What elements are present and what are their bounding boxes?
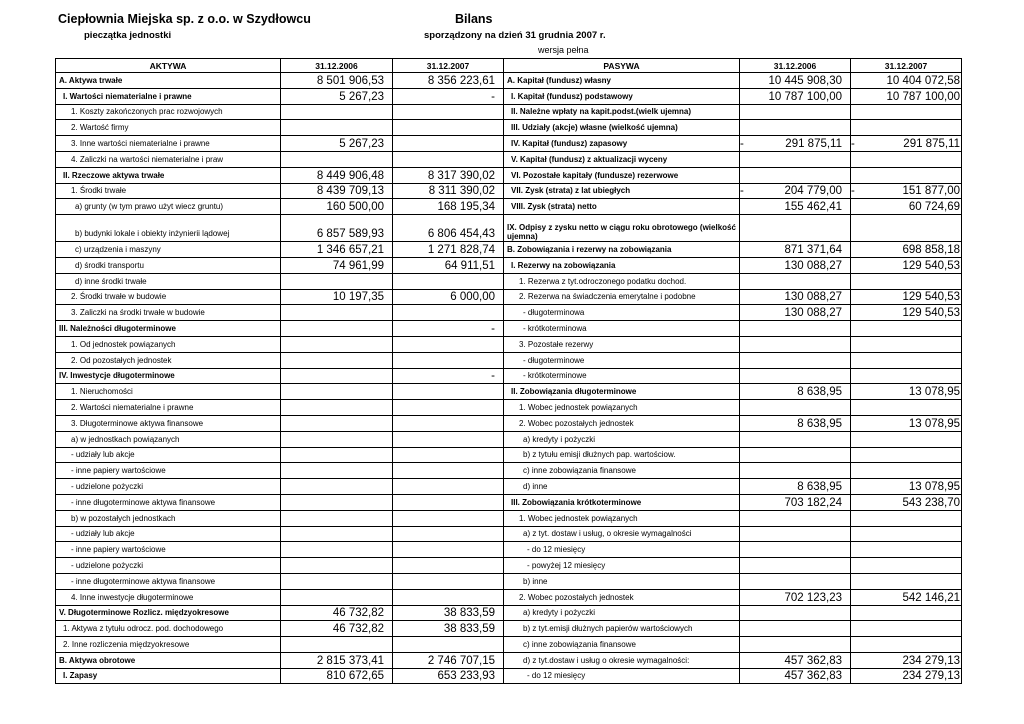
liability-2007-value: 129 540,53 — [851, 257, 962, 273]
asset-label: c) urządzenia i maszyny — [56, 242, 281, 258]
asset-2007-value — [393, 415, 504, 431]
asset-2007-value — [393, 336, 504, 352]
liability-2007-value: 129 540,53 — [851, 289, 962, 305]
liability-2006-value: 130 088,27 — [740, 257, 851, 273]
table-row — [56, 637, 962, 653]
table-row — [56, 151, 962, 167]
col-header-liabilities-2007: 31.12.2007 — [851, 59, 962, 73]
minus-sign: - — [740, 137, 744, 150]
asset-2006-value — [281, 384, 393, 400]
table-row — [56, 400, 962, 416]
liability-2007-value — [851, 573, 962, 589]
asset-2007-value: 653 233,93 — [393, 668, 504, 684]
asset-2006-value: 46 732,82 — [281, 621, 393, 637]
liability-2007-value: 234 279,13 — [851, 668, 962, 684]
liability-2007-value — [851, 167, 962, 183]
liability-label: - długoterminowe — [504, 352, 740, 368]
liability-2006-value — [740, 621, 851, 637]
asset-2006-value: 10 197,35 — [281, 289, 393, 305]
liability-2007-value: 13 078,95 — [851, 384, 962, 400]
liability-2006-value — [740, 151, 851, 167]
liability-2006-value — [740, 352, 851, 368]
liability-label: - powyżej 12 miesięcy — [504, 558, 740, 574]
liability-2006-value: 130 088,27 — [740, 305, 851, 321]
asset-2007-value: 1 271 828,74 — [393, 242, 504, 258]
asset-2007-value — [393, 494, 504, 510]
liability-2006-value: 8 638,95 — [740, 415, 851, 431]
liability-2007-value — [851, 151, 962, 167]
asset-2006-value: 160 500,00 — [281, 199, 393, 215]
liability-label: c) inne zobowiązania finansowe — [504, 463, 740, 479]
liability-2006-value — [740, 463, 851, 479]
asset-2007-value: 6 000,00 — [393, 289, 504, 305]
liability-2006-value: 702 123,23 — [740, 589, 851, 605]
liability-2006-value: 155 462,41 — [740, 199, 851, 215]
asset-2006-value — [281, 120, 393, 136]
asset-label: d) inne środki trwałe — [56, 273, 281, 289]
asset-2007-value — [393, 136, 504, 152]
asset-2007-value — [393, 463, 504, 479]
asset-2006-value: 8 439 709,13 — [281, 183, 393, 199]
table-row — [56, 510, 962, 526]
asset-label: 1. Od jednostek powiązanych — [56, 336, 281, 352]
liability-label: b) inne — [504, 573, 740, 589]
liability-2006-value: 8 638,95 — [740, 384, 851, 400]
liability-label: - do 12 miesięcy — [504, 542, 740, 558]
asset-2006-value: 1 346 657,21 — [281, 242, 393, 258]
liability-2006-value — [740, 215, 851, 242]
liability-2007-value — [851, 400, 962, 416]
liability-2006-value: 703 182,24 — [740, 494, 851, 510]
liability-2006-value — [740, 167, 851, 183]
liability-2007-value — [851, 637, 962, 653]
asset-2007-value: 8 311 390,02 — [393, 183, 504, 199]
table-row — [56, 336, 962, 352]
asset-2007-value: 2 746 707,15 — [393, 652, 504, 668]
asset-2006-value — [281, 573, 393, 589]
liability-2007-value — [851, 605, 962, 621]
liability-2006-value: 10 787 100,00 — [740, 88, 851, 104]
liability-label: 1. Rezerwa z tyt.odroczonego podatku dochod. — [504, 273, 740, 289]
table-row — [56, 652, 962, 668]
liability-2007-value — [851, 526, 962, 542]
table-row — [56, 494, 962, 510]
table-row — [56, 73, 962, 89]
liability-label: A. Kapitał (fundusz) własny — [504, 73, 740, 89]
asset-label: 4. Zaliczki na wartości niematerialne i praw — [56, 151, 281, 167]
liability-label: 2. Rezerwa na świadczenia emerytalne i podobne — [504, 289, 740, 305]
liability-2007-value — [851, 368, 962, 384]
asset-label: - udzielone pożyczki — [56, 558, 281, 574]
table-row — [56, 199, 962, 215]
asset-label: 2. Od pozostałych jednostek — [56, 352, 281, 368]
liability-2006-value: 871 371,64 — [740, 242, 851, 258]
table-row — [56, 605, 962, 621]
liability-2006-value: 130 088,27 — [740, 289, 851, 305]
table-row — [56, 384, 962, 400]
table-row — [56, 104, 962, 120]
liability-2007-value: 13 078,95 — [851, 479, 962, 495]
liability-2006-value: 8 638,95 — [740, 479, 851, 495]
asset-2007-value — [393, 573, 504, 589]
asset-2006-value — [281, 510, 393, 526]
table-row — [56, 542, 962, 558]
liability-2007-value — [851, 463, 962, 479]
liability-2006-value — [740, 120, 851, 136]
liability-2006-value — [740, 136, 851, 152]
liability-label: - długoterminowa — [504, 305, 740, 321]
asset-label: 2. Środki trwałe w budowie — [56, 289, 281, 305]
table-row — [56, 526, 962, 542]
asset-2007-value — [393, 447, 504, 463]
asset-2006-value — [281, 479, 393, 495]
table-row — [56, 352, 962, 368]
liability-2006-value — [740, 637, 851, 653]
table-row — [56, 431, 962, 447]
asset-2007-value — [393, 104, 504, 120]
liability-label: 2. Wobec pozostałych jednostek — [504, 589, 740, 605]
table-row — [56, 558, 962, 574]
asset-label: 2. Wartości niematerialne i prawne — [56, 400, 281, 416]
liability-2007-value — [851, 273, 962, 289]
liability-label: II. Zobowiązania długoterminowe — [504, 384, 740, 400]
asset-label: A. Aktywa trwałe — [56, 73, 281, 89]
balance-sheet-table — [55, 58, 962, 684]
asset-label: - inne długoterminowe aktywa finansowe — [56, 573, 281, 589]
asset-2007-value: 64 911,51 — [393, 257, 504, 273]
asset-2006-value: 5 267,23 — [281, 136, 393, 152]
asset-2007-value — [393, 637, 504, 653]
liability-label: IX. Odpisy z zysku netto w ciągu roku obrotowego (wielkość ujemna) — [504, 215, 740, 242]
date-line: sporządzony na dzień 31 grudnia 2007 r. — [424, 30, 606, 41]
table-row — [56, 447, 962, 463]
asset-2006-value: 5 267,23 — [281, 88, 393, 104]
col-header-assets-2007: 31.12.2007 — [393, 59, 504, 73]
asset-2007-value — [393, 510, 504, 526]
asset-label: 3. Długoterminowe aktywa finansowe — [56, 415, 281, 431]
asset-2006-value — [281, 151, 393, 167]
col-header-assets-2006: 31.12.2006 — [281, 59, 393, 73]
minus-sign: - — [851, 185, 855, 198]
asset-2006-value: 810 672,65 — [281, 668, 393, 684]
table-row — [56, 573, 962, 589]
asset-2007-value — [393, 384, 504, 400]
liability-label: 1. Wobec jednostek powiązanych — [504, 400, 740, 416]
asset-2007-value — [393, 120, 504, 136]
asset-2006-value — [281, 542, 393, 558]
liability-2006-value — [740, 400, 851, 416]
liability-label: d) z tyt.dostaw i usług o okresie wymagalności: — [504, 652, 740, 668]
table-row — [56, 668, 962, 684]
asset-2007-value: - — [393, 321, 504, 337]
asset-label: 3. Zaliczki na środki trwałe w budowie — [56, 305, 281, 321]
asset-label: I. Wartości niematerialne i prawne — [56, 88, 281, 104]
liability-label: III. Zobowiązania krótkoterminowe — [504, 494, 740, 510]
asset-2007-value: 168 195,34 — [393, 199, 504, 215]
table-row — [56, 589, 962, 605]
asset-label: 1. Środki trwałe — [56, 183, 281, 199]
asset-label: 2. Inne rozliczenia międzyokresowe — [56, 637, 281, 653]
table-row — [56, 368, 962, 384]
amount-value: 291 875,11 — [785, 137, 842, 150]
liability-2006-value — [740, 368, 851, 384]
asset-2006-value: 74 961,99 — [281, 257, 393, 273]
asset-2007-value — [393, 305, 504, 321]
table-row — [56, 120, 962, 136]
liability-2007-value — [851, 431, 962, 447]
liability-label: d) inne — [504, 479, 740, 495]
asset-2007-value: 6 806 454,43 — [393, 215, 504, 242]
liability-label: II. Należne wpłaty na kapit.podst.(wielk ujemna) — [504, 104, 740, 120]
asset-2007-value: - — [393, 368, 504, 384]
amount-value: 291 875,11 — [903, 137, 960, 150]
liability-2007-value — [851, 510, 962, 526]
liability-label: B. Zobowiązania i rezerwy na zobowiązania — [504, 242, 740, 258]
asset-2006-value — [281, 321, 393, 337]
liability-2007-value — [851, 183, 962, 199]
liability-label: - krótkoterminowa — [504, 321, 740, 337]
asset-label: - udzielone pożyczki — [56, 479, 281, 495]
asset-label: 1. Koszty zakończonych prac rozwojowych — [56, 104, 281, 120]
asset-2006-value — [281, 463, 393, 479]
asset-2006-value: 8 501 906,53 — [281, 73, 393, 89]
liability-2006-value — [740, 431, 851, 447]
asset-label: II. Rzeczowe aktywa trwałe — [56, 167, 281, 183]
asset-2007-value — [393, 273, 504, 289]
asset-label: - inne papiery wartościowe — [56, 463, 281, 479]
asset-2006-value — [281, 336, 393, 352]
asset-2007-value — [393, 589, 504, 605]
asset-label: 4. Inne inwestycje długoterminowe — [56, 589, 281, 605]
asset-2006-value: 8 449 906,48 — [281, 167, 393, 183]
liability-label: I. Rezerwy na zobowiązania — [504, 257, 740, 273]
asset-label: b) w pozostałych jednostkach — [56, 510, 281, 526]
liability-2006-value — [740, 605, 851, 621]
header-row — [56, 59, 962, 73]
asset-2006-value — [281, 589, 393, 605]
table-row — [56, 257, 962, 273]
asset-2006-value — [281, 305, 393, 321]
liability-label: - do 12 miesięcy — [504, 668, 740, 684]
asset-2006-value — [281, 368, 393, 384]
table-row — [56, 183, 962, 199]
liability-2006-value — [740, 558, 851, 574]
liability-2007-value: 13 078,95 — [851, 415, 962, 431]
asset-label: a) grunty (w tym prawo użyt wiecz gruntu) — [56, 199, 281, 215]
asset-label: I. Zapasy — [56, 668, 281, 684]
asset-2006-value — [281, 558, 393, 574]
liability-2006-value: 457 362,83 — [740, 668, 851, 684]
liability-2007-value: 543 238,70 — [851, 494, 962, 510]
asset-2007-value: 8 317 390,02 — [393, 167, 504, 183]
table-row — [56, 415, 962, 431]
table-row — [56, 242, 962, 258]
liability-2007-value: 698 858,18 — [851, 242, 962, 258]
liability-label: b) z tyt.emisji dłużnych papierów wartościowych — [504, 621, 740, 637]
liability-2007-value: 10 787 100,00 — [851, 88, 962, 104]
asset-2006-value — [281, 431, 393, 447]
liability-label: b) z tytułu emisji dłużnych pap. wartościow. — [504, 447, 740, 463]
liability-2006-value — [740, 573, 851, 589]
table-row — [56, 136, 962, 152]
liability-2007-value — [851, 336, 962, 352]
version-label: wersja pełna — [538, 45, 589, 55]
liability-2006-value — [740, 542, 851, 558]
minus-sign: - — [740, 185, 744, 198]
asset-2007-value — [393, 431, 504, 447]
asset-2007-value: 38 833,59 — [393, 605, 504, 621]
asset-2006-value: 46 732,82 — [281, 605, 393, 621]
asset-2007-value — [393, 542, 504, 558]
table-row — [56, 167, 962, 183]
liability-2006-value: 457 362,83 — [740, 652, 851, 668]
liability-label: I. Kapitał (fundusz) podstawowy — [504, 88, 740, 104]
liability-2007-value: 10 404 072,58 — [851, 73, 962, 89]
liability-2006-value — [740, 183, 851, 199]
asset-2007-value — [393, 151, 504, 167]
asset-label: IV. Inwestycje długoterminowe — [56, 368, 281, 384]
liability-2007-value: 129 540,53 — [851, 305, 962, 321]
asset-2006-value: 6 857 589,93 — [281, 215, 393, 242]
asset-2007-value: - — [393, 88, 504, 104]
liability-2006-value — [740, 336, 851, 352]
liability-2007-value — [851, 136, 962, 152]
table-row — [56, 289, 962, 305]
liability-label: c) inne zobowiązania finansowe — [504, 637, 740, 653]
col-header-aktywa: AKTYWA — [56, 59, 281, 73]
asset-2007-value: 8 356 223,61 — [393, 73, 504, 89]
asset-2006-value: 2 815 373,41 — [281, 652, 393, 668]
table-row — [56, 305, 962, 321]
liability-2006-value — [740, 510, 851, 526]
liability-2007-value — [851, 447, 962, 463]
liability-2006-value — [740, 273, 851, 289]
liability-label: V. Kapitał (fundusz) z aktualizacji wyceny — [504, 151, 740, 167]
asset-label: b) budynki lokale i obiekty inżynierii lądowej — [56, 215, 281, 242]
liability-label: VI. Pozostałe kapitały (fundusze) rezerwowe — [504, 167, 740, 183]
asset-2007-value — [393, 479, 504, 495]
asset-2006-value — [281, 637, 393, 653]
asset-label: d) środki transportu — [56, 257, 281, 273]
table-row — [56, 321, 962, 337]
asset-2006-value — [281, 352, 393, 368]
asset-2007-value — [393, 558, 504, 574]
liability-2007-value — [851, 352, 962, 368]
liability-label: VII. Zysk (strata) z lat ubiegłych — [504, 183, 740, 199]
liability-2007-value — [851, 120, 962, 136]
table-row — [56, 463, 962, 479]
liability-label: VIII. Zysk (strata) netto — [504, 199, 740, 215]
asset-label: B. Aktywa obrotowe — [56, 652, 281, 668]
asset-2006-value — [281, 273, 393, 289]
asset-2006-value — [281, 526, 393, 542]
minus-sign: - — [851, 137, 855, 150]
asset-2006-value — [281, 447, 393, 463]
liability-label: IV. Kapitał (fundusz) zapasowy — [504, 136, 740, 152]
liability-2007-value: 542 146,21 — [851, 589, 962, 605]
liability-2007-value — [851, 558, 962, 574]
liability-2007-value — [851, 542, 962, 558]
company-name: Ciepłownia Miejska sp. z o.o. w Szydłowcu — [58, 12, 311, 26]
asset-label: 2. Wartość firmy — [56, 120, 281, 136]
asset-label: 1. Aktywa z tytułu odrocz. pod. dochodowego — [56, 621, 281, 637]
table-row — [56, 479, 962, 495]
liability-2006-value — [740, 447, 851, 463]
liability-2006-value: 10 445 908,30 — [740, 73, 851, 89]
document-title: Bilans — [455, 12, 493, 26]
liability-2007-value: 60 724,69 — [851, 199, 962, 215]
asset-label: III. Należności długoterminowe — [56, 321, 281, 337]
table-row — [56, 621, 962, 637]
table-row — [56, 273, 962, 289]
asset-2007-value — [393, 526, 504, 542]
liability-2006-value — [740, 104, 851, 120]
asset-2006-value — [281, 104, 393, 120]
asset-label: - udziały lub akcje — [56, 447, 281, 463]
asset-2006-value — [281, 415, 393, 431]
asset-2006-value — [281, 494, 393, 510]
liability-label: a) kredyty i pożyczki — [504, 431, 740, 447]
liability-2007-value — [851, 621, 962, 637]
liability-2006-value — [740, 321, 851, 337]
liability-2007-value — [851, 321, 962, 337]
liability-2007-value — [851, 215, 962, 242]
liability-label: a) z tyt. dostaw i usług, o okresie wymagalności — [504, 526, 740, 542]
stamp-label: pieczątka jednostki — [84, 30, 172, 41]
amount-value: 151 877,00 — [902, 185, 960, 198]
asset-label: - udziały lub akcje — [56, 526, 281, 542]
liability-label: 2. Wobec pozostałych jednostek — [504, 415, 740, 431]
asset-2007-value: 38 833,59 — [393, 621, 504, 637]
liability-label: 3. Pozostałe rezerwy — [504, 336, 740, 352]
asset-label: 3. Inne wartości niematerialne i prawne — [56, 136, 281, 152]
liability-label: - krótkoterminowe — [504, 368, 740, 384]
liability-2007-value — [851, 104, 962, 120]
liability-label: a) kredyty i pożyczki — [504, 605, 740, 621]
asset-label: V. Długoterminowe Rozlicz. międzyokresowe — [56, 605, 281, 621]
asset-label: 1. Nieruchomości — [56, 384, 281, 400]
col-header-liabilities-2006: 31.12.2006 — [740, 59, 851, 73]
asset-label: - inne długoterminowe aktywa finansowe — [56, 494, 281, 510]
asset-2007-value — [393, 400, 504, 416]
liability-label: 1. Wobec jednostek powiązanych — [504, 510, 740, 526]
liability-2007-value: 234 279,13 — [851, 652, 962, 668]
col-header-pasywa: PASYWA — [504, 59, 740, 73]
table-row — [56, 88, 962, 104]
liability-2006-value — [740, 526, 851, 542]
asset-2007-value — [393, 352, 504, 368]
asset-label: - inne papiery wartościowe — [56, 542, 281, 558]
asset-label: a) w jednostkach powiązanych — [56, 431, 281, 447]
liability-label: III. Udziały (akcje) własne (wielkość ujemna) — [504, 120, 740, 136]
amount-value: 204 779,00 — [784, 185, 842, 198]
asset-2006-value — [281, 400, 393, 416]
table-row — [56, 215, 962, 242]
